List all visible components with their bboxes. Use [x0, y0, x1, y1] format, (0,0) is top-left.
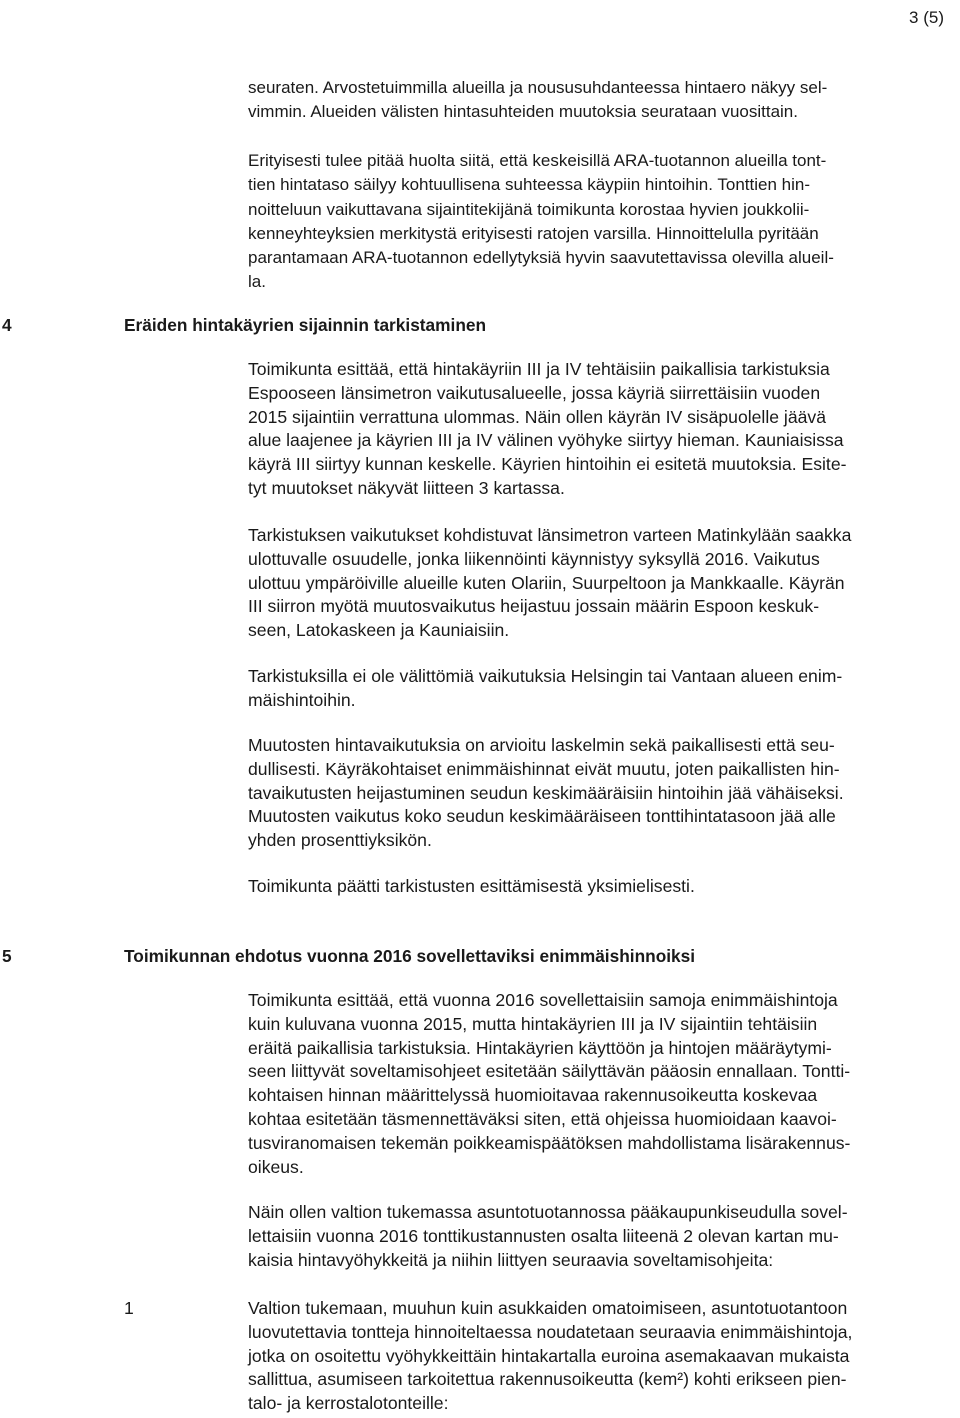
section-4-paragraph-3: Tarkistuksilla ei ole välittömiä vaikutuksia Helsingin tai Vantaan alueen enim- mäishintoihin.: [248, 666, 843, 710]
page-number: 3 (5): [909, 8, 944, 27]
section-5-number: 5: [2, 946, 12, 966]
section-5-paragraph-2: Näin ollen valtion tukemassa asuntotuotannossa pääkaupunkiseudulla sovel- lettaisiin vuonna 2016 tonttikustannusten osalta liiteenä 2 olevan kartan mu- kaisia hintavyöhykkeitä ja niihin liittyen seuraavia soveltamisohjeita:: [248, 1202, 848, 1270]
section-5-title: Toimikunnan ehdotus vuonna 2016 sovellettaviksi enimmäishinnoiksi: [124, 946, 696, 966]
section-4-title: Eräiden hintakäyrien sijainnin tarkistaminen: [124, 315, 487, 335]
section-4-paragraph-4: Muutosten hintavaikutuksia on arvioitu laskelmin sekä paikallisesti että seu- dullisesti. Käyräkohtaiset enimmäishinnat eivät muutu, joten paikallisten hin- tavaikutusten heijastuminen seudun keskimääräisiin hintoihin jää vähäiseksi. Muutosten vaikutus koko seudun keskimääräiseen tonttihintatasoon jää alle yhden prosenttiyksikön.: [248, 735, 844, 851]
list-item-number: 1: [124, 1298, 134, 1318]
section-4-paragraph-5: Toimikunta päätti tarkistusten esittämisestä yksimielisesti.: [248, 876, 695, 896]
intro-paragraph-1: seuraten. Arvostetuimmilla alueilla ja noususuhdanteessa hintaero näkyy sel- vimmin. Alueiden välisten hintasuhteiden muutoksia seurataan vuosittain.: [248, 78, 828, 122]
section-5-paragraph-1: Toimikunta esittää, että vuonna 2016 sovellettaisiin samoja enimmäishintoja kuin kuluvana vuonna 2015, mutta hintakäyrien III ja IV sijaintiin tehtäisiin eräitä paikallisia tarkistuksia. Hintakäyrien käyttöön ja hintojen määräytymi- seen liittyvät soveltamisohjeet esitetään säilyttävän pääosin ennallaan. Tontti- kohtaisen hinnan määrittelyssä huomioitavaa rakennusoikeutta koskevaa kohtaa esitetään täsmennettäväksi siten, että ohjeissa huomioidaan kaavoi- tusviranomaisen tekemän poikkeamispäätöksen mahdollistama lisärakennus- oikeus.: [248, 990, 851, 1177]
intro-paragraph-2: Erityisesti tulee pitää huolta siitä, että keskeisillä ARA-tuotannon alueilla tont- tien hintataso säilyy kohtuullisena suhteessa käypiin hintoihin. Tonttien hin- noitteluun vaikuttavana sijaintitekijänä toimikunta korostaa hyvien joukkolii- kenneyhteyksien merkitystä erityisesti ratojen varsilla. Hinnoittelulla pyritään parantamaan ARA-tuotannon edellytyksiä hyvin saavutettavissa olevilla alueil- la.: [248, 151, 834, 292]
section-4-paragraph-2: Tarkistuksen vaikutukset kohdistuvat länsimetron varteen Matinkylään saakka ulottuvalle osuudelle, jonka liikennöinti käynnistyy syksyllä 2016. Vaikutus ulottuu ympäröiville alueille kuten Olariin, Suurpeltoon ja Mankkaalle. Käyrän III siirron myötä muutosvaikutus heijastuu jossain määrin Espoon keskuk- seen, Latokaskeen ja Kauniaisiin.: [248, 525, 852, 641]
section-4-number: 4: [2, 315, 12, 335]
section-4-paragraph-1: Toimikunta esittää, että hintakäyriin III ja IV tehtäisiin paikallisia tarkistuksia Espooseen länsimetron vaikutusalueelle, jossa käyriä siirrettäisiin vuoden 2015 sijaintiin verrattuna ulommas. Näin ollen käyrän IV sisäpuolelle jäävä alue laajenee ja käyrien III ja IV välinen vyöhyke siirtyy hieman. Kauniaisissa käyrä III siirtyy kunnan keskelle. Käyrien hintoihin ei esitetä muutoksia. Esite- tyt muutokset näkyvät liitteen 3 kartassa.: [248, 359, 847, 498]
list-item-text: Valtion tukemaan, muuhun kuin asukkaiden omatoimiseen, asuntotuotantoon luovutettavia tontteja hinnoiteltaessa noudatetaan seuraavia enimmäishintoja, jotka on osoitettu vyöhykkeittäin hintakartalla euroina asemakaavan mukaista sallittua, asumiseen tarkoitettua rakennusoikeutta (kem²) kohti erikseen pien- talo- ja kerrostalotonteille:: [248, 1298, 853, 1414]
